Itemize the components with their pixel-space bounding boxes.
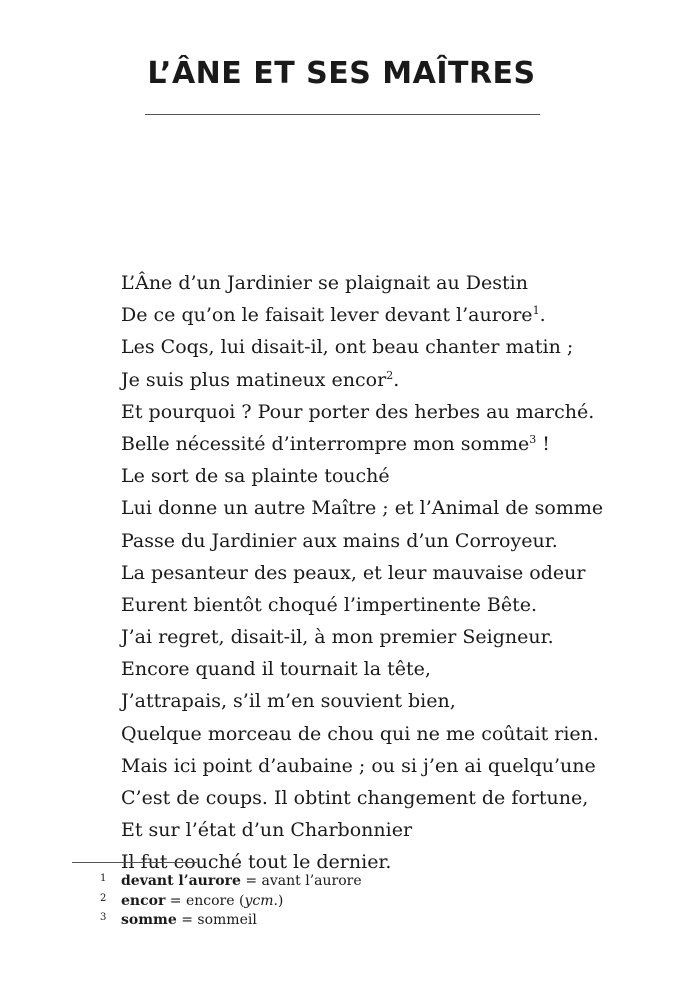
footnote-term: devant l’aurore bbox=[121, 873, 241, 889]
footnote-tail: ) bbox=[277, 892, 284, 909]
poem-line-text: Passe du Jardinier aux mains d’un Corroyeur. bbox=[121, 529, 558, 552]
footnote-definition: encore ( bbox=[185, 892, 245, 909]
footnote-ref-1[interactable]: 1 bbox=[532, 304, 540, 318]
poem-line-text: Quelque morceau de chou qui ne me coûtait rien. bbox=[121, 722, 599, 745]
poem-line bbox=[121, 589, 641, 621]
footnote-1: 1 devant l’aurore = avant l’aurore bbox=[100, 873, 362, 889]
poem-line-text: Les Coqs, lui disait-il, ont beau chanter matin ; bbox=[121, 336, 574, 359]
poem-line bbox=[121, 621, 641, 653]
poem-line bbox=[121, 814, 641, 846]
footnote-ref-3[interactable]: 3 bbox=[529, 432, 537, 446]
poem-line bbox=[121, 331, 641, 363]
poem-line-text: J’ai regret, disait-il, à mon premier Seigneur. bbox=[121, 626, 554, 649]
poem-line bbox=[121, 557, 641, 589]
poem-body bbox=[121, 267, 641, 879]
poem-line-text: Mais ici point d’aubaine ; ou si j’en ai quelqu’une bbox=[121, 754, 596, 777]
poem-line bbox=[121, 364, 641, 396]
footnote-2: 2 encor = encore (ycm.) bbox=[100, 892, 284, 909]
footnote-separator: = bbox=[176, 912, 198, 928]
poem-line-punct: . bbox=[539, 304, 546, 327]
footnote-separator: = bbox=[165, 892, 186, 909]
poem-line bbox=[121, 782, 641, 814]
poem-line bbox=[121, 653, 641, 685]
title-divider bbox=[145, 114, 540, 115]
poem-line bbox=[121, 492, 641, 524]
poem-line bbox=[121, 718, 641, 750]
poem-line-text: Encore quand il tournait la tête, bbox=[121, 658, 431, 681]
poem-line-text: L’Âne d’un Jardinier se plaignait au Destin bbox=[121, 272, 528, 294]
footnote-separator: = bbox=[240, 873, 262, 889]
footnote-3: 3 somme = sommeil bbox=[100, 912, 257, 928]
poem-line bbox=[121, 267, 641, 299]
footnote-definition: avant l’aurore bbox=[261, 873, 362, 889]
poem-line-text: Il fut couché tout le dernier. bbox=[121, 851, 392, 874]
poem-line bbox=[121, 428, 641, 460]
poem-line-text: Eurent bientôt choqué l’impertinente Bête. bbox=[121, 593, 537, 616]
poem-line-text: Je suis plus matineux encor bbox=[121, 368, 387, 391]
footnote-term: encor bbox=[121, 892, 166, 909]
footnote-term: somme bbox=[121, 912, 177, 928]
poem-line bbox=[121, 525, 641, 557]
poem-line-punct: ! bbox=[536, 432, 550, 455]
poem-line-text: La pesanteur des peaux, et leur mauvaise odeur bbox=[121, 561, 586, 584]
poem-line bbox=[121, 750, 641, 782]
poem-line-text: Le sort de sa plainte touché bbox=[121, 465, 390, 488]
poem-line-text: J’attrapais, s’il m’en souvient bien, bbox=[121, 690, 456, 713]
footnote-abbreviation: ycm. bbox=[244, 892, 278, 909]
poem-line-text: Et sur l’état d’un Charbonnier bbox=[121, 819, 413, 842]
poem-line bbox=[121, 299, 641, 331]
poem-line bbox=[121, 685, 641, 717]
poem-line-text: Lui donne un autre Maître ; et l’Animal de somme bbox=[121, 497, 604, 520]
poem-line-text: Belle nécessité d’interrompre mon somme bbox=[121, 432, 530, 455]
poem-line-text: De ce qu’on le faisait lever devant l’aurore bbox=[121, 304, 533, 327]
poem-line bbox=[121, 396, 641, 428]
footnotes bbox=[100, 872, 600, 931]
footnote-definition: sommeil bbox=[197, 912, 257, 928]
poem-line-text: C’est de coups. Il obtint changement de fortune, bbox=[121, 787, 589, 809]
footnote-divider bbox=[72, 862, 197, 863]
footnote-ref-2[interactable]: 2 bbox=[386, 368, 394, 382]
poem-line-punct: . bbox=[393, 368, 400, 391]
page-title: L’ÂNE ET SES MAÎTRES bbox=[147, 56, 536, 91]
poem-line bbox=[121, 460, 641, 492]
poem-line-text: Et pourquoi ? Pour porter des herbes au marché. bbox=[121, 400, 595, 423]
